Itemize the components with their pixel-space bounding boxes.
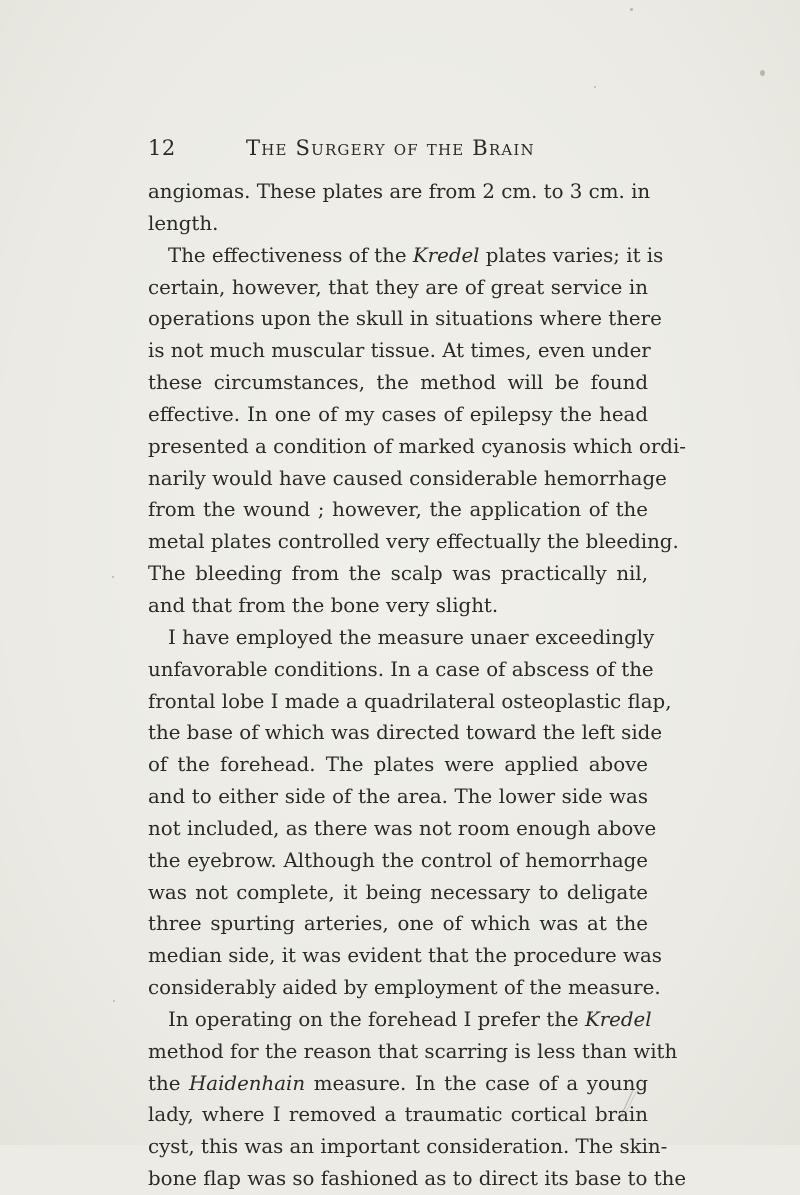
text-line: narily would have caused considerable hemorrhage <box>148 466 667 490</box>
text-line: frontal lobe I made a quadrilateral osteoplastic flap, <box>148 689 672 713</box>
text-line: metal plates controlled very effectually the bleeding. <box>148 530 679 554</box>
text-line: angiomas. These plates are from 2 cm. to 3 cm. in <box>148 180 651 203</box>
page-number: 12 <box>148 136 176 160</box>
text-line: method for the reason that scarring is less than with <box>148 1039 678 1063</box>
text-line: I have employed the measure unaer exceedingly <box>168 625 655 649</box>
paper-speck <box>594 86 596 88</box>
text-line: certain, however, that they are of great service in <box>148 275 648 299</box>
text-line: and to either side of the area. The lower side was <box>148 785 648 809</box>
text-line: cyst, this was an important consideration. The skin- <box>148 1135 668 1159</box>
text-line: length. <box>148 211 219 235</box>
text-line: considerably aided by employment of the measure. <box>148 976 661 1000</box>
text-line: lady, where I removed a traumatic cortical brain <box>148 1103 648 1127</box>
text-line: from the wound ; however, the application of the <box>148 498 648 522</box>
italic-term: Kredel <box>584 1007 652 1031</box>
text-line: median side, it was evident that the procedure was <box>148 944 662 968</box>
paper-speck <box>112 576 114 578</box>
text-line: and that from the bone very slight. <box>148 593 499 617</box>
text-line <box>148 1004 652 1036</box>
running-title: The Surgery of the Brain <box>246 136 535 160</box>
text-line: the eyebrow. Although the control of hemorrhage <box>148 848 648 872</box>
text-segment: plates varies; it is <box>479 243 664 267</box>
running-header <box>148 136 608 166</box>
text-segment: In operating on the forehead I prefer the <box>168 1007 585 1031</box>
text-line: operations upon the skull in situations where there <box>148 307 662 331</box>
paper-speck <box>113 1000 115 1002</box>
text-line: these circumstances, the method will be found <box>148 371 648 395</box>
text-line: unfavorable conditions. In a case of abscess of the <box>148 657 654 681</box>
italic-term: Kredel <box>412 243 480 267</box>
text-line: was not complete, it being necessary to deligate <box>148 880 648 904</box>
body-text <box>148 176 687 1195</box>
text-line: three spurting arteries, one of which was at the <box>148 912 648 936</box>
text-segment: The effectiveness of the <box>168 243 413 267</box>
italic-term: Haidenhain <box>189 1071 306 1095</box>
text-line: of the forehead. The plates were applied above <box>148 753 648 777</box>
text-line <box>148 240 664 272</box>
paper-speck <box>760 70 765 76</box>
text-line <box>148 1068 648 1100</box>
paper-speck <box>630 8 633 11</box>
text-line: presented a condition of marked cyanosis which ordi- <box>148 434 686 458</box>
text-segment: measure. In the case of a young <box>305 1071 649 1095</box>
text-line: bone flap was so fashioned as to direct its base to the <box>148 1167 687 1191</box>
text-line: not included, as there was not room enough above <box>148 816 657 840</box>
text-segment: the <box>148 1071 190 1095</box>
text-line: is not much muscular tissue. At times, even under <box>148 339 651 363</box>
text-line: the base of which was directed toward the left side <box>148 721 663 745</box>
text-line: effective. In one of my cases of epilepsy the head <box>148 402 648 426</box>
text-line: The bleeding from the scalp was practically nil, <box>148 562 648 586</box>
